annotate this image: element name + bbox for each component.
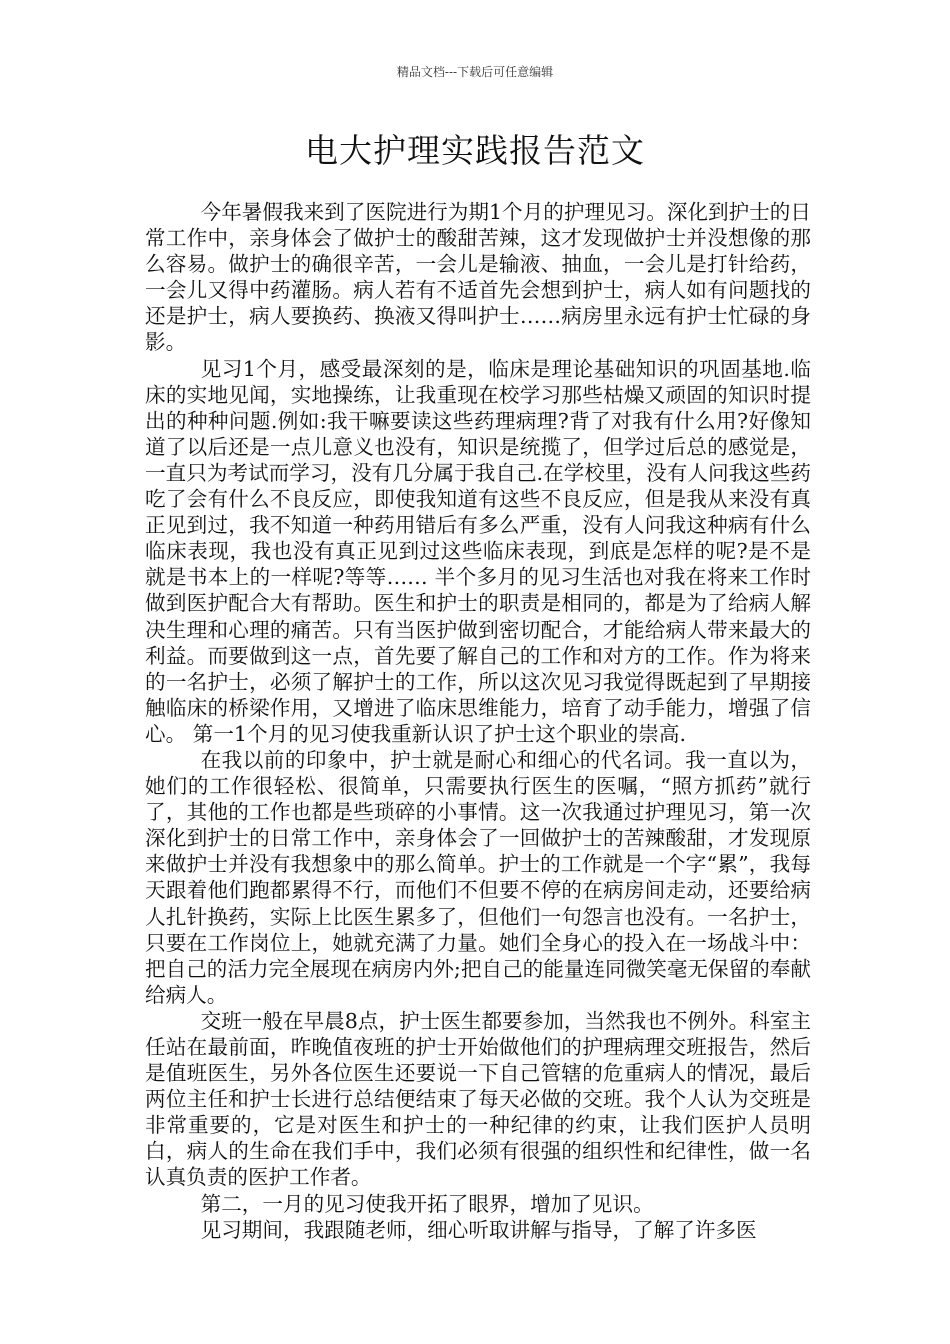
- document-body: [145, 199, 811, 1243]
- document-title: 电大护理实践报告范文: [305, 131, 645, 170]
- paragraph-2: 见习1个月，感受最深刻的是，临床是理论基础知识的巩固基地.临床的实地见闻，实地操练，让我重现在校学习那些枯燥又顽固的知识时提出的种种问题.例如:我干嘛要读这些药理病理?背了对我有什么用?好像知道了以后还是一点儿意义也没有，知识是统揽了，但学过后总的感觉是，一直只为考试而学习，没有几分属于我自己.在学校里，没有人问我这些药吃了会有什么不良反应，即使我知道有这些不良反应，但是我从来没有真正见到过，我不知道一种药用错后有多么严重，没有人问我这种病有什么临床表现，我也没有真正见到过这些临床表现，到底是怎样的呢?是不是就是书本上的一样呢?等等…… 半个多月的见习生活也对我在将来工作时做到医护配合大有帮助。医生和护士的职责是相同的，都是为了给病人解决生理和心理的痛苦。只有当医护做到密切配合，才能给病人带来最大的利益。而要做到这一点，首先要了解自己的工作和对方的工作。作为将来的一名护士，必须了解护士的工作，所以这次见习我觉得既起到了早期接触临床的桥梁作用，又增进了临床思维能力，培育了动手能力，增强了信心。 第一1个月的见习使我重新认识了护士这个职业的崇高.: [145, 356, 811, 746]
- header-note: 精品文档---下载后可任意编辑: [396, 65, 554, 79]
- paragraph-3: 在我以前的印象中，护士就是耐心和细心的代名词。我一直以为，她们的工作很轻松、很简单，只需要执行医生的医嘱，“照方抓药”就行了，其他的工作也都是些琐碎的小事情。这一次我通过护理见习，第一次深化到护士的日常工作中，亲身体会了一回做护士的苦辣酸甜，才发现原来做护士并没有我想象中的那么简单。护士的工作就是一个字“累”，我每天跟着他们跑都累得不行，而他们不但要不停的在病房间走动，还要给病人扎针换药，实际上比医生累多了，但他们一句怨言也没有。一名护士，只要在工作岗位上，她就充满了力量。她们全身心的投入在一场战斗中：把自己的活力完全展现在病房内外;把自己的能量连同微笑毫无保留的奉献给病人。: [145, 747, 811, 1007]
- paragraph-4: 交班一般在早晨8点，护士医生都要参加，当然我也不例外。科室主任站在最前面，昨晚值夜班的护士开始做他们的护理病理交班报告，然后是值班医生，另外各位医生还要说一下自己管辖的危重病人的情况，最后两位主任和护士长进行总结便结束了每天必做的交班。我个人认为交班是非常重要的，它是对医生和护士的一种纪律的约束，让我们医护人员明白，病人的生命在我们手中，我们必须有很强的组织性和纪律性，做一名认真负责的医护工作者。: [145, 1008, 811, 1190]
- paragraph-6: 见习期间，我跟随老师，细心听取讲解与指导，了解了许多医: [200, 1217, 757, 1242]
- paragraph-5: 第二，一月的见习使我开拓了眼界，增加了见识。: [200, 1191, 654, 1216]
- paragraph-1: 今年暑假我来到了医院进行为期1个月的护理见习。深化到护士的日常工作中，亲身体会了做护士的酸甜苦辣，这才发现做护士并没想像的那么容易。做护士的确很辛苦，一会儿是输液、抽血，一会儿是打针给药，一会儿又得中药灌肠。病人若有不适首先会想到护士，病人如有问题找的还是护士，病人要换药、换液又得叫护士……病房里永远有护士忙碌的身影。: [145, 200, 811, 355]
